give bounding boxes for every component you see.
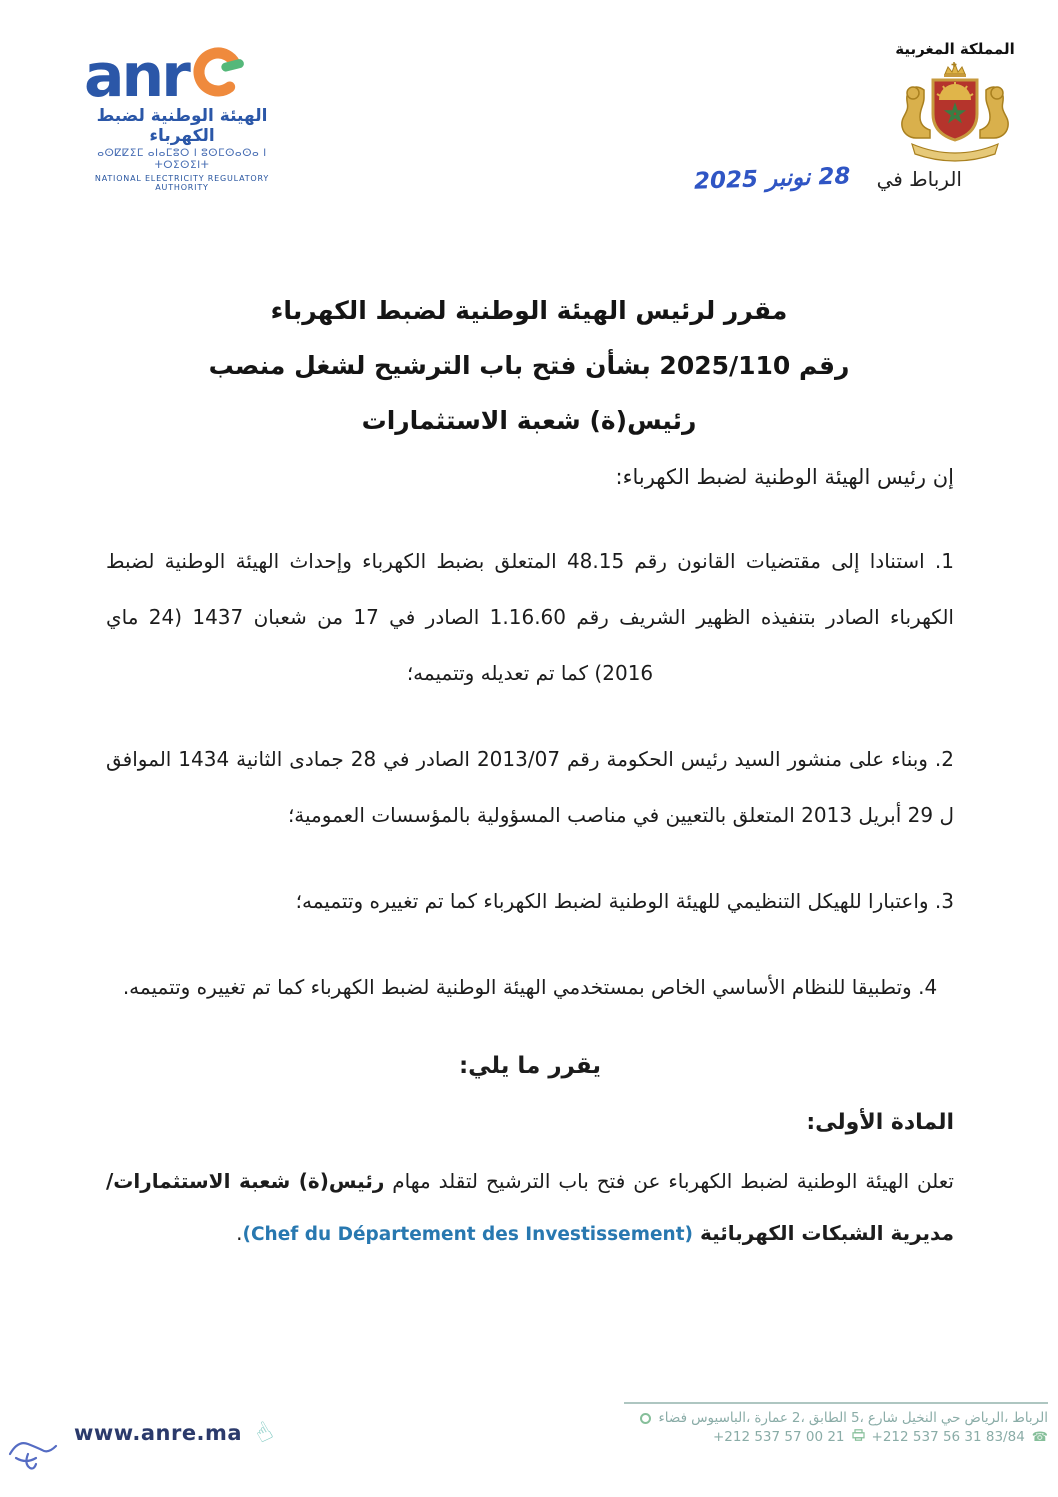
logo-arabic-name: الهيئة الوطنية لضبط الكهرباء bbox=[96, 106, 268, 146]
item-4-number: 4. bbox=[918, 975, 938, 999]
address-word: شارع bbox=[867, 1410, 898, 1426]
address-word: الرياض، bbox=[964, 1410, 1009, 1426]
logo-english-name: NATIONAL ELECTRICITY REGULATORY AUTHORITY bbox=[94, 174, 270, 192]
address-line bbox=[624, 1410, 1048, 1426]
address-word: 5، bbox=[850, 1410, 864, 1426]
address-word: الرباط bbox=[1012, 1410, 1048, 1426]
address-word: عمارة bbox=[754, 1410, 788, 1426]
document-title bbox=[0, 283, 1058, 448]
title-line-1: مقرر لرئيس الهيئة الوطنية لضبط الكهرباء bbox=[270, 296, 788, 325]
document-body bbox=[106, 455, 954, 1261]
click-hand-icon: ☝ bbox=[249, 1416, 279, 1450]
power-button-e-icon bbox=[190, 40, 246, 102]
preamble-list bbox=[106, 533, 954, 1015]
address-word: النخيل bbox=[901, 1410, 937, 1426]
location-pin-icon bbox=[640, 1413, 651, 1424]
phone-icon: ☎ bbox=[1031, 1429, 1048, 1445]
address-word: 2، bbox=[791, 1410, 805, 1426]
footer-website bbox=[74, 1416, 279, 1450]
footer-contact-block bbox=[624, 1402, 1048, 1445]
item-1-text: استنادا إلى مقتضيات القانون رقم 48.15 المتعلق بضبط الكهرباء وإحداث الهيئة الوطنية لضبط الكهرباء الصادر بتنفيذه الظهير الشريف رقم 1.16.60 الصادر في 17 من شعبان 1437 (24 ماي 2016) كما تم تعديله وتتميمه؛ bbox=[106, 549, 954, 685]
item-1-number: 1. bbox=[934, 549, 954, 573]
morocco-coat-of-arms bbox=[880, 40, 1030, 168]
dateline bbox=[693, 163, 962, 195]
address-word: حي bbox=[940, 1410, 961, 1426]
ink-scribble bbox=[6, 1424, 66, 1480]
kingdom-title: المملكة المغربية bbox=[895, 40, 1015, 58]
phone-number: +212 537 56 31 83/84 bbox=[871, 1429, 1025, 1445]
address-word: فضاء bbox=[658, 1410, 688, 1426]
preamble-item-1 bbox=[106, 533, 954, 701]
intro-line: إن رئيس الهيئة الوطنية لضبط الكهرباء: bbox=[615, 465, 954, 489]
article-1-heading: المادة الأولى: bbox=[806, 1110, 954, 1135]
address-word: الطابق bbox=[808, 1410, 847, 1426]
article-text-position-bold: رئيس(ة) شعبة الاستثمارات/مديرية الشبكات الكهربائية bbox=[106, 1169, 954, 1245]
printer-icon bbox=[852, 1429, 865, 1445]
fax-number: +212 537 57 00 21 bbox=[712, 1429, 845, 1445]
preamble-item-2 bbox=[106, 731, 954, 843]
phone-line bbox=[624, 1429, 1048, 1445]
article-text-start: تعلن الهيئة الوطنية لضبط الكهرباء عن فتح باب الترشيح لتقلد مهام bbox=[384, 1169, 955, 1193]
logo-tifinagh-name: ⴰⵙⵇⵇⵉⵎ ⴰⵏⴰⵎⵓⵔ ⵏ ⵓⵙⵎⵙⴰⵙⴰ ⵏ ⵜⵔⵉⵙⵉⵏⵜ bbox=[97, 147, 267, 171]
preamble-item-4 bbox=[106, 959, 954, 1015]
preamble-item-3 bbox=[106, 873, 954, 929]
website-url: www.anre.ma bbox=[74, 1421, 243, 1445]
handwritten-date: 28 نونبر 2025 bbox=[693, 163, 851, 195]
item-3-number: 3. bbox=[934, 889, 954, 913]
anre-wordmark-letters: anr bbox=[84, 41, 188, 111]
title-line-3: رئيس(ة) شعبة الاستثمارات bbox=[361, 406, 697, 435]
decree-line: يقرر ما يلي: bbox=[458, 1053, 602, 1079]
item-3-text: واعتبارا للهيكل التنظيمي للهيئة الوطنية لضبط الكهرباء كما تم تغييره وتتميمه؛ bbox=[295, 889, 929, 913]
place-label: الرباط في bbox=[876, 167, 962, 191]
title-line-2: رقم 2025/110 بشأن فتح باب الترشيح لشغل منصب bbox=[208, 351, 850, 380]
anre-wordmark bbox=[84, 40, 294, 111]
item-4-text: وتطبيقا للنظام الأساسي الخاص بمستخدمي الهيئة الوطنية لضبط الكهرباء كما تم تغييره وتتميمه. bbox=[122, 975, 912, 999]
article-1-text bbox=[106, 1155, 954, 1261]
item-2-number: 2. bbox=[934, 747, 954, 771]
item-2-text: وبناء على منشور السيد رئيس الحكومة رقم 2013/07 الصادر في 28 جمادى الثانية 1434 الموافق ل 29 أبريل 2013 المتعلق بالتعيين في مناصب المسؤولية بالمؤسسات العمومية؛ bbox=[106, 747, 954, 827]
address-words bbox=[658, 1410, 1048, 1426]
article-text-french: (Chef du Département des Investissement) bbox=[242, 1224, 693, 1245]
anre-logo bbox=[84, 40, 294, 192]
address-word: الباسيوس، bbox=[691, 1410, 751, 1426]
article-text-period: . bbox=[236, 1221, 243, 1245]
